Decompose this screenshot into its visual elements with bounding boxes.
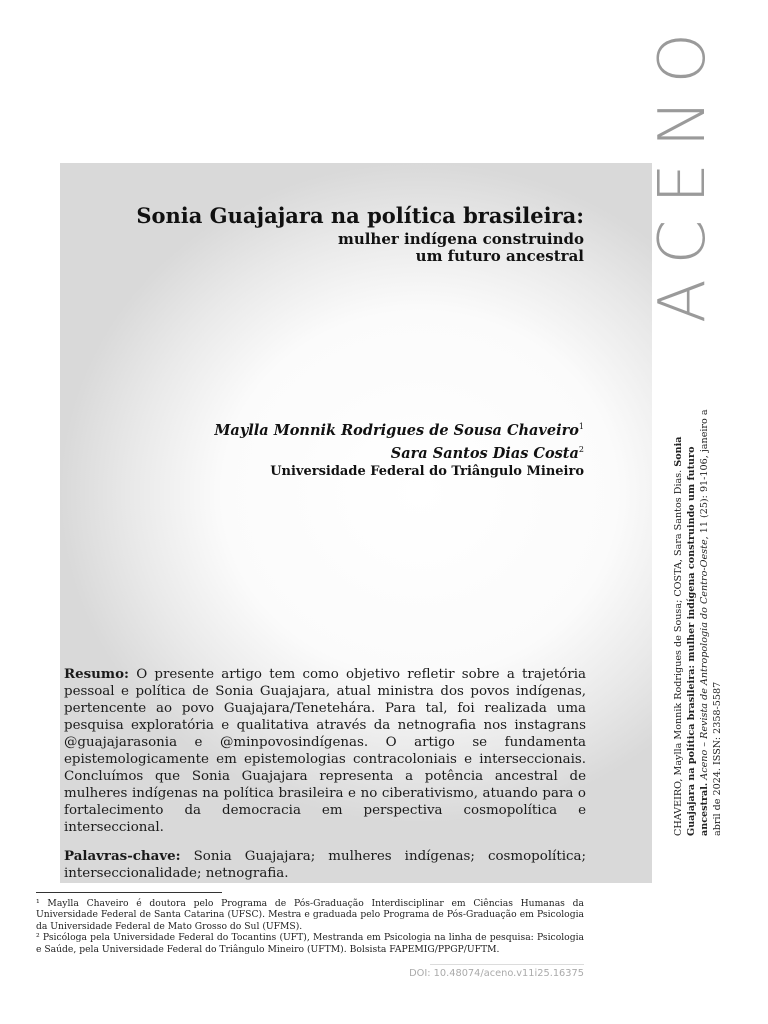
author-2: Sara Santos Dias Costa$^2$ [390,444,584,462]
footnotes [36,898,584,955]
abstract-label: Resumo: [64,666,129,682]
abstract-text: O presente artigo tem como objetivo refletir sobre a trajetória pessoal e política de Sonia Guajajara, atual ministra dos povos indígenas, pertencente ao povo Guajajara/Tenetehára. Para tal, foi realizada uma pesquisa exploratória e qualitativa através da netnografia nos instagrans @guajajarasonia e @minpovosindígenas. O artigo se fundamenta epistemologicamente em epistemologias contracoloniais e interseccionais. Concluímos que Sonia Guajajara representa a potência ancestral de mulheres indígenas na política brasileira e no ciberativismo, atuando para o fortalecimento da democracia em perspectiva cosmopolítica e interseccional. [64,667,586,835]
journal-logo [628,16,738,324]
journal-logo-text: ACENO [646,16,720,324]
doi-divider [430,964,584,965]
affiliation: Universidade Federal do Triângulo Mineiro [270,463,584,479]
abstract [64,666,586,836]
citation-sidebar: CHAVEIRO, Maylla Monnik Rodrigues de Sousa; COSTA, Sara Santos Dias. Sonia Guajajara na política brasileira: mulher indígena construindo um futuro ancestral. Aceno – Revista de Antropologia do Centro-Oeste, 11 (25): 91-106, janeiro a abril de 2024. ISSN: 2358-5587 [673,409,723,836]
title-block [136,203,584,265]
keywords-text: Sonia Guajajara; mulheres indígenas; cosmopolítica; interseccionalidade; netnografia. [64,849,586,881]
footnote-divider [36,892,222,893]
keywords [64,848,586,882]
article-subtitle-line-2: um futuro ancestral [415,247,584,265]
keywords-label: Palavras-chave: [64,848,181,864]
authors-block [214,417,584,481]
article-title: Sonia Guajajara na política brasileira: [136,203,584,228]
abstract-block [64,666,586,882]
article-subtitle-line-1: mulher indígena construindo [337,230,584,248]
footnote-1: ¹ Maylla Chaveiro é doutora pelo Programa de Pós-Graduação Interdisciplinar em Ciências Humanas da Universidade Federal de Santa Catarina (UFSC). Mestra e graduada pelo Programa de Pós-Graduação em Psicologia da Universidade Federal de Mato Grosso do Sul (UFMS). [36,898,584,932]
footnote-2: ² Psicóloga pela Universidade Federal do Tocantins (UFT), Mestranda em Psicologia na linha de pesquisa: Psicologia e Saúde, pela Universidade Federal do Triângulo Mineiro (UFTM). Bolsista FAPEMIG/PPGP/UFTM. [36,932,584,955]
author-1: Maylla Monnik Rodrigues de Sousa Chaveiro$^1$ [214,421,584,439]
doi-link[interactable]: DOI: 10.48074/aceno.v11i25.16375 [409,968,584,979]
